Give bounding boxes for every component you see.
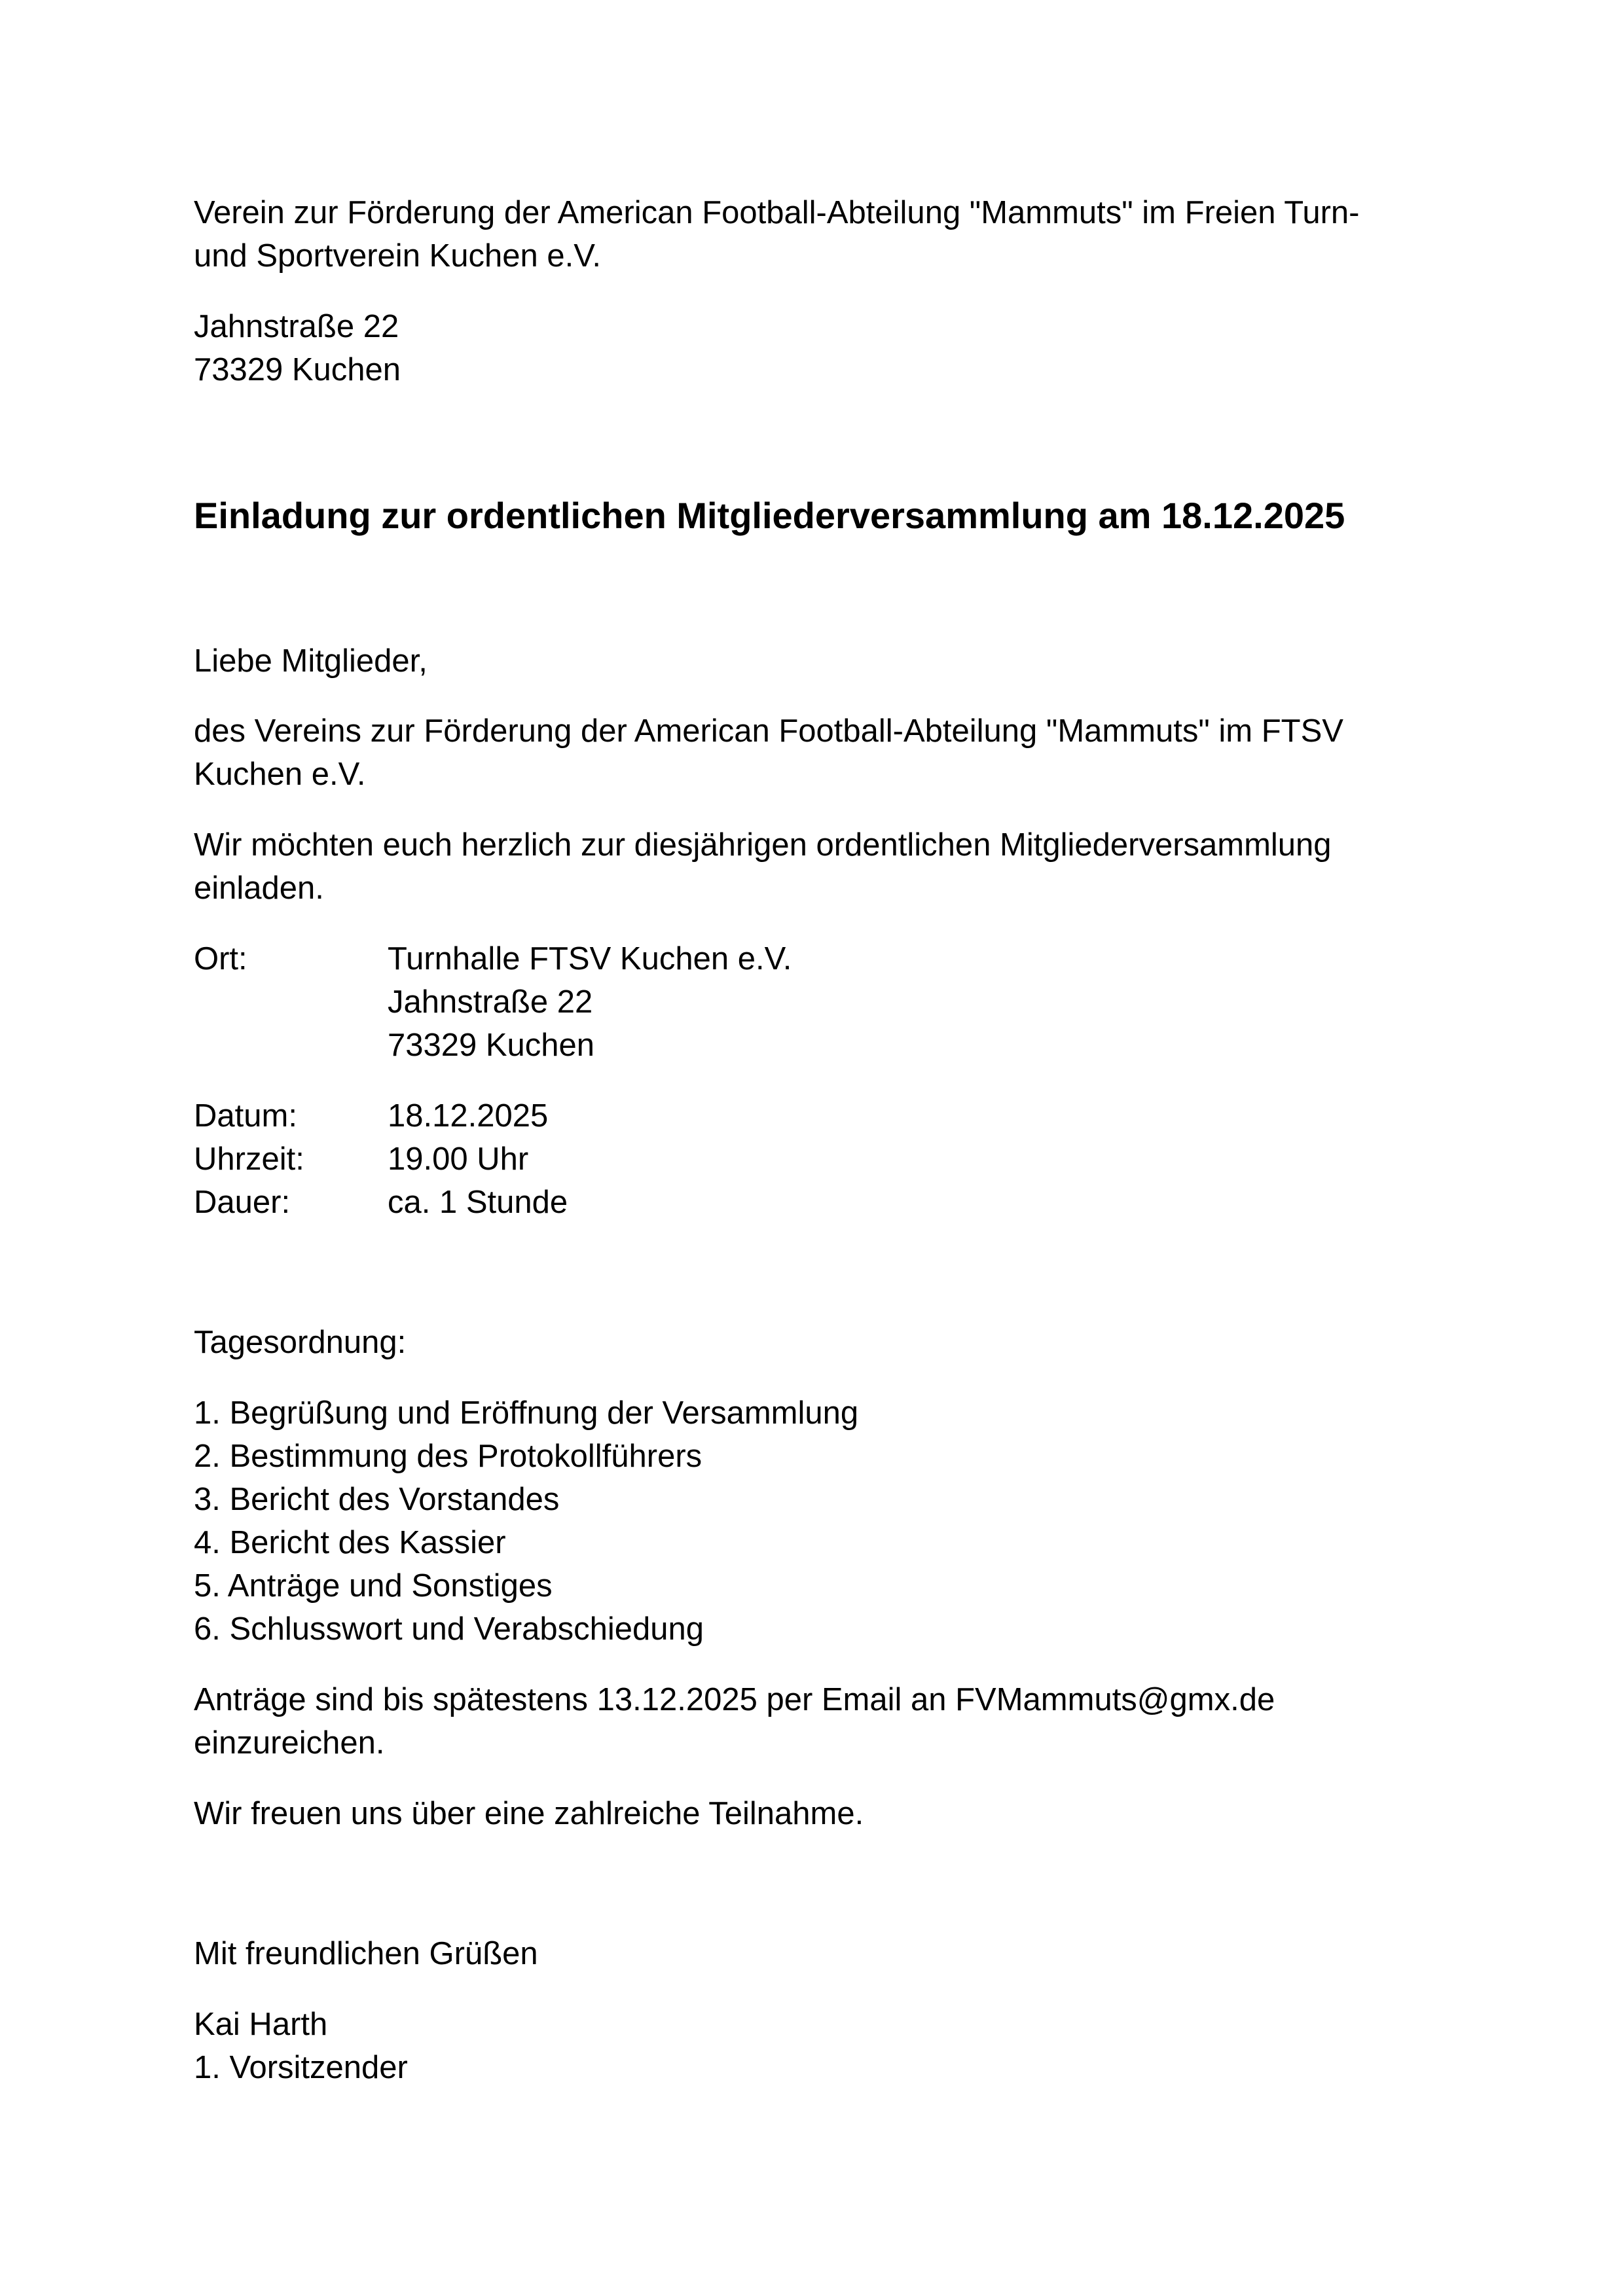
signer-role: 1. Vorsitzender — [194, 2050, 408, 2085]
greeting: Liebe Mitglieder, — [194, 643, 428, 679]
antraege-line-2: einzureichen. — [194, 1725, 385, 1761]
agenda-item: 5. Anträge und Sonstiges — [194, 1568, 553, 1604]
ort-value-line-3: 73329 Kuchen — [388, 1028, 595, 1063]
signer-name: Kai Harth — [194, 2007, 328, 2042]
agenda-item: 4. Bericht des Kassier — [194, 1525, 506, 1560]
org-name-line-2: und Sportverein Kuchen e.V. — [194, 238, 602, 274]
sender-city: 73329 Kuchen — [194, 352, 401, 387]
org-name-line-1: Verein zur Förderung der American Football-Abteilung "Mammuts" im Freien Turn- — [194, 195, 1360, 230]
regards: Mit freundlichen Grüßen — [194, 1936, 538, 1971]
agenda-item: 1. Begrüßung und Eröffnung der Versammlung — [194, 1395, 859, 1431]
intro-line-2: Kuchen e.V. — [194, 757, 366, 792]
ort-value-line-2: Jahnstraße 22 — [388, 984, 593, 1020]
intro-line-1: des Vereins zur Förderung der American Football-Abteilung "Mammuts" im FTSV — [194, 713, 1343, 749]
letter-title: Einladung zur ordentlichen Mitgliederversammlung am 18.12.2025 — [194, 495, 1345, 536]
agenda-item: 6. Schlusswort und Verabschiedung — [194, 1611, 704, 1647]
dauer-value: ca. 1 Stunde — [388, 1185, 568, 1220]
invite-line-1: Wir möchten euch herzlich zur diesjährigen ordentlichen Mitgliederversammlung — [194, 827, 1332, 863]
uhrzeit-value: 19.00 Uhr — [388, 1141, 529, 1177]
ort-value-line-1: Turnhalle FTSV Kuchen e.V. — [388, 941, 792, 977]
sender-street: Jahnstraße 22 — [194, 309, 399, 344]
dauer-label: Dauer: — [194, 1185, 291, 1220]
agenda-item: 2. Bestimmung des Protokollführers — [194, 1439, 702, 1474]
closing-remark: Wir freuen uns über eine zahlreiche Teilnahme. — [194, 1796, 864, 1831]
ort-label: Ort: — [194, 941, 247, 977]
datum-value: 18.12.2025 — [388, 1098, 549, 1134]
agenda-heading: Tagesordnung: — [194, 1325, 407, 1360]
agenda-item: 3. Bericht des Vorstandes — [194, 1482, 560, 1517]
datum-label: Datum: — [194, 1098, 297, 1134]
antraege-line-1: Anträge sind bis spätestens 13.12.2025 per Email an FVMammuts@gmx.de — [194, 1682, 1275, 1717]
uhrzeit-label: Uhrzeit: — [194, 1141, 304, 1177]
invite-line-2: einladen. — [194, 870, 324, 906]
